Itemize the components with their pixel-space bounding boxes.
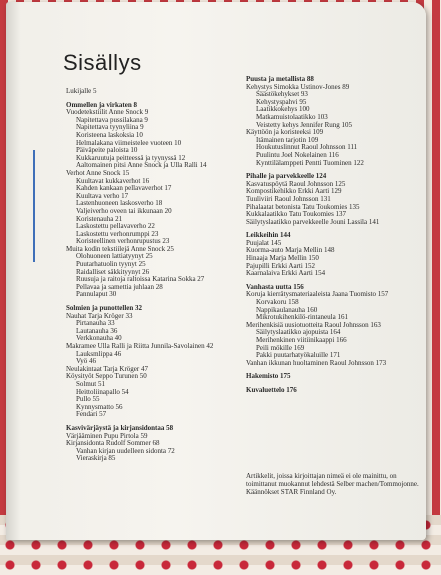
toc-entry: Värjääminen Pupu Pirtola 59 [66,431,148,440]
toc-entry: Valjeiverho oveen tai ikkunaan 20 [76,206,172,215]
toc-entry: Heittoliinapallo 54 [76,387,129,396]
toc-entry: Koristenauha 21 [76,214,123,223]
toc-entry: Kompostikehikko Erkki Aarti 129 [246,187,342,196]
toc-entry: Peili mökille 169 [256,343,305,352]
toc-entry: Puutarhatuolin tyynyt 25 [76,260,146,269]
toc-entry: Säilytyslaatikko parvekkeelle Jouni Lassila 141 [246,217,380,226]
toc-section-heading: Kuvaluettelo 176 [246,385,297,394]
toc-entry: Puulintu Joel Nokelainen 116 [256,150,339,159]
toc-entry: Pellavaa ja samettia juhlaan 28 [76,282,163,291]
toc-entry: Koruja kierrätysmateriaaleista Jaana Tuomisto 157 [246,290,389,299]
toc-entry: Kirjansidonta Rudolf Sommer 68 [66,439,160,448]
toc-entry: Hinaaja Marja Mellin 150 [246,254,319,263]
toc-entry: Kynttilälamppeti Pentti Tuominen 122 [256,158,364,167]
toc-entry: Fendari 57 [76,410,107,419]
toc-entry: Laatikkokehys 100 [256,105,310,114]
toc-entry: Houkutuslinnut Raoul Johnsson 111 [256,143,358,152]
toc-entry: Vanhan kirjan uudelleen sidonta 72 [76,446,175,455]
toc-entry: Pakki puutarhatyökaluille 171 [256,351,341,360]
toc-entry: Kehystyspahvi 95 [256,97,307,106]
toc-section-heading: Puusta ja metallista 88 [246,75,314,83]
toc-entry: Verkkonauha 40 [76,334,122,343]
toc-entry: Pihalaatat betonista Tatu Toukomies 135 [246,202,360,211]
toc-left-column [66,88,236,463]
toc-entry: Pirtanauha 33 [76,319,115,328]
toc-entry: Itämainen tarjotin 109 [256,135,319,144]
toc-section-heading: Ommellen ja virkaten 8 [66,100,137,109]
toc-section-heading: Kasvivärjäystä ja kirjansidontaa 58 [66,423,174,432]
toc-entry: Käyttöön ja koristeeksi 109 [246,128,324,137]
toc-entry: Pullo 55 [76,395,100,404]
toc-entry: Neulakintaat Tarja Kröger 47 [66,364,148,373]
toc-entry: Tuuliviiri Raoul Johnsson 131 [246,194,331,203]
toc-entry: Kahden kankaan pellavaverhot 17 [76,184,172,193]
credits-note: Artikkelit, joissa kirjoittajan nimeä ei ole mainittu, on toimittanut muokannut lehdestä Selber machen/Tommojonne. Käännökset STAR Finnland Oy. [246,472,419,496]
toc-entry: Nauhat Tarja Kröger 33 [66,311,133,320]
toc-entry: Solmut 51 [76,379,105,388]
toc-entry: Kukkaruutuja peitteessä ja tyynyssä 12 [76,153,186,162]
toc-entry: Napitettava tyynyliina 9 [76,123,144,132]
toc-entry: Vuodetekstiilit Anne Snock 9 [66,108,149,117]
toc-entry: Kynnysmatto 56 [76,402,123,411]
toc-entry: Lauksmlippa 46 [76,349,122,358]
toc-section-heading: Vanhasta uutta 156 [246,282,304,291]
toc-entry: Matkamuistolaatikko 103 [256,112,328,121]
toc-entry: Pannulaput 30 [76,290,117,299]
toc-entry: Lastenhuoneen laskosverho 18 [76,199,163,208]
toc-entry: Muita kodin tekstiilejä Anne Snock 25 [66,244,174,253]
toc-entry: Kehystys Simokka Ustinov-Jones 89 [246,82,350,91]
toc-entry: Köysityöt Seppo Turunen 50 [66,372,147,381]
toc-section-heading: Solmien ja punottellen 32 [66,304,143,313]
toc-entry: Koristeena laskoksia 10 [76,130,143,139]
toc-entry: Mikrotukihenkilö-rintaneula 161 [256,313,348,322]
toc-section-heading: Hakemisto 175 [246,372,291,381]
toc-entry: Pajupilli Erkki Aarti 152 [246,261,316,270]
toc-entry: Kuorma-auto Marja Mellin 148 [246,246,335,255]
toc-entry: Makramee Ulla Ralli ja Riitta Junnila-Savolainen 42 [66,342,214,350]
toc-entry: Koristeellinen verhonrupustus 23 [76,237,170,246]
toc-entry: Kukkalaatikko Tatu Toukomies 137 [246,210,347,219]
toc-entry: Kuultavat kukkaverhot 16 [76,176,150,185]
toc-entry: Laskostettu pellavaverho 22 [76,222,155,231]
toc-entry: Merihenkisiä uusiotuotteita Raoul Johnsson 163 [246,320,381,329]
toc-entry: Vyö 46 [76,357,97,366]
margin-blue-line [33,150,35,262]
toc-entry: Laskostettu verhonrumppi 23 [76,229,159,238]
toc-entry: Kaarnalaiva Erkki Aarti 154 [246,269,326,278]
toc-entry: Ruusuja ja raitoja raltoissa Katarina Sokka 27 [76,275,205,284]
page-title: Sisällys [63,50,142,75]
toc-entry: Vieraskirja 85 [76,454,116,463]
toc-entry: Lukijalle 5 [66,87,97,95]
page-spine-shadow [6,2,20,540]
toc-right-column [246,76,416,395]
toc-section-heading: Pihalle ja parvekkeelle 124 [246,172,327,181]
toc-entry: Napitettava pussilakana 9 [76,115,148,124]
toc-entry: Raidalliset säkkityynyt 26 [76,267,150,276]
toc-entry: Kasvatuspöytä Raoul Johnsson 125 [246,179,346,188]
toc-entry: Korvakoru 158 [256,298,299,307]
book-page [6,2,426,540]
toc-entry: Vanhan ikkunan huoltaminen Raoul Johnsson 173 [246,358,387,367]
toc-entry: Merihenkinen viitiinikaappi 166 [256,336,347,344]
toc-entry: Säilytyslaatikko ajopuista 164 [256,328,341,337]
toc-entry: Kuultava verho 17 [76,191,129,200]
toc-entry: Verhot Anne Snock 15 [66,168,130,177]
toc-entry: Helmalakana viimeistelee vuoteen 10 [76,138,182,147]
toc-entry: Nappikaulanauha 160 [256,305,318,314]
toc-entry: Lautanauha 36 [76,326,118,335]
toc-entry: Veistetty kehys Jennifer Rung 105 [256,120,353,129]
toc-section-heading: Leikkeihin 144 [246,231,291,240]
toc-entry: Aaltomainen pitsi Anne Snock ja Ulla Ralli 14 [76,161,207,170]
toc-entry: Puujalat 145 [246,238,282,247]
toc-entry: Säästökehykset 93 [256,90,308,99]
toc-entry: Päiväpeite paloista 10 [76,146,138,155]
toc-entry: Olohuoneen lattiatyynyt 25 [76,252,153,261]
